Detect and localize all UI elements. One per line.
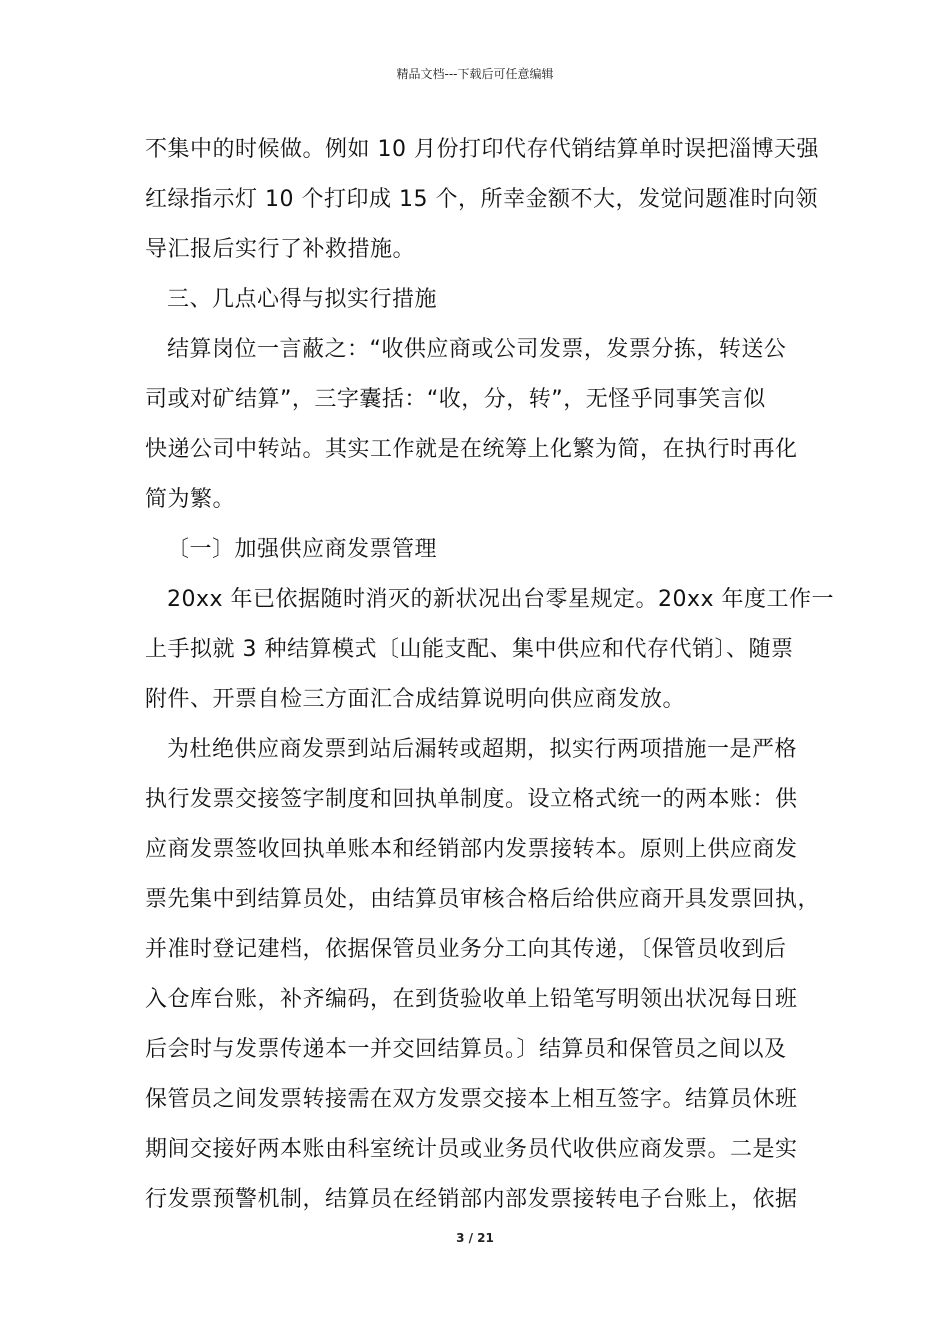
text-line: 快递公司中转站。其实工作就是在统筹上化繁为简，在执行时再化 <box>145 437 798 462</box>
text-line: 入仓库台账，补齐编码，在到货验收单上铅笔写明领出状况每日班 <box>145 987 798 1012</box>
text-line: 上手拟就 3 种结算模式〔山能支配、集中供应和代存代销〕、随票 <box>145 637 794 662</box>
text-line: 红绿指示灯 10 个打印成 15 个，所幸金额不大，发觉问题准时向领 <box>145 187 818 212</box>
document-body <box>145 128 835 1228</box>
text-line: 保管员之间发票转接需在双方发票交接本上相互签字。结算员休班 <box>145 1087 798 1112</box>
text-line: 附件、开票自检三方面汇合成结算说明向供应商发放。 <box>145 687 686 712</box>
text-line: 简为繁。 <box>145 487 236 512</box>
text-line: 应商发票签收回执单账本和经销部内发票接转本。原则上供应商发 <box>145 837 798 862</box>
section-heading: 三、几点心得与拟实行措施 <box>167 287 438 312</box>
subsection-heading: 〔一〕加强供应商发票管理 <box>167 537 438 562</box>
text-line: 期间交接好两本账由科室统计员或业务员代收供应商发票。二是实 <box>145 1137 798 1162</box>
text-line: 执行发票交接签字制度和回执单制度。设立格式统一的两本账：供 <box>145 787 798 812</box>
text-line: 后会时与发票传递本一并交回结算员。〕结算员和保管员之间以及 <box>145 1037 787 1062</box>
text-line: 司或对矿结算”，三字囊括：“收，分，转”，无怪乎同事笑言似 <box>145 387 766 412</box>
text-line: 结算岗位一言蔽之：“收供应商或公司发票，发票分拣，转送公 <box>167 337 787 362</box>
page-header: 精品文档---下载后可任意编辑 <box>396 67 554 81</box>
page-number: 3 / 21 <box>456 1231 494 1245</box>
text-line: 不集中的时候做。例如 10 月份打印代存代销结算单时误把淄博天强 <box>145 137 819 162</box>
text-line: 20xx 年已依据随时消灭的新状况出台零星规定。20xx 年度工作一 <box>167 587 835 612</box>
text-line: 票先集中到结算员处，由结算员审核合格后给供应商开具发票回执， <box>145 887 821 912</box>
text-line: 并准时登记建档，依据保管员业务分工向其传递，〔保管员收到后 <box>145 937 787 962</box>
text-line: 行发票预警机制，结算员在经销部内部发票接转电子台账上，依据 <box>145 1187 798 1212</box>
text-line: 导汇报后实行了补救措施。 <box>145 237 416 262</box>
text-line: 为杜绝供应商发票到站后漏转或超期，拟实行两项措施一是严格 <box>167 737 798 762</box>
